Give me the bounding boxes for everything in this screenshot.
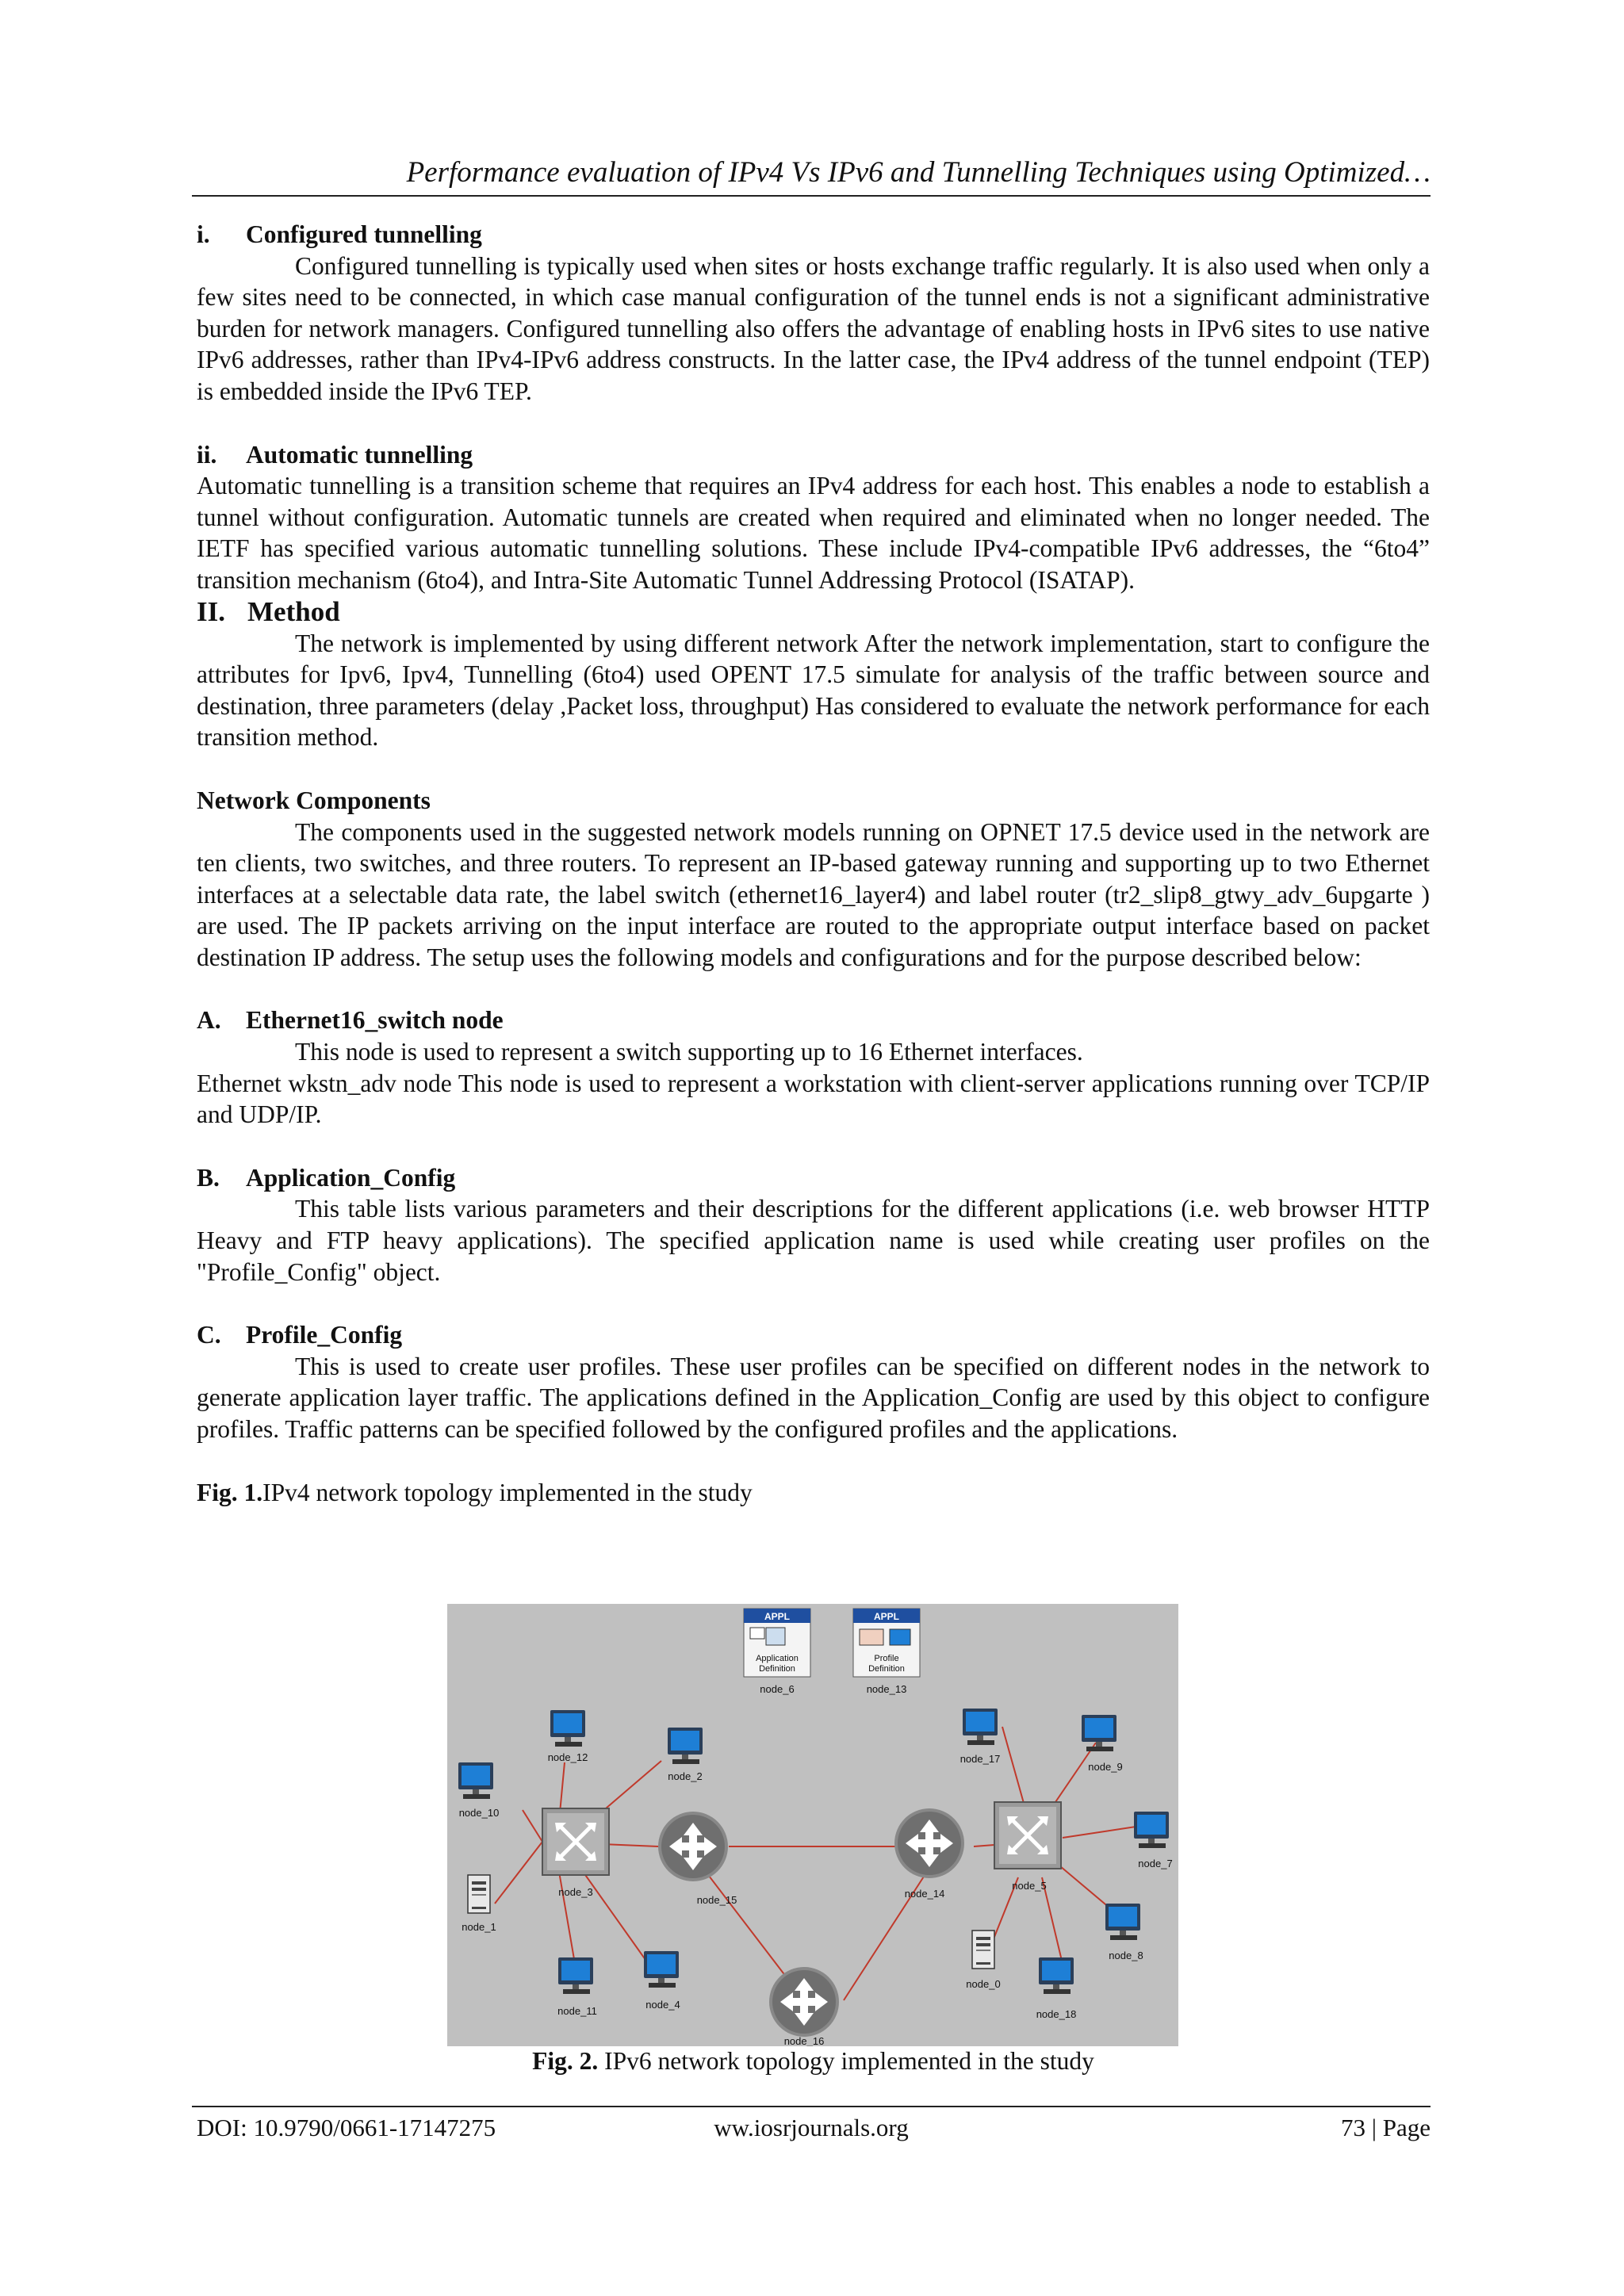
svg-text:node_9: node_9: [1088, 1761, 1123, 1773]
svg-text:node_17: node_17: [959, 1753, 1001, 1765]
switch-node-5[interactable]: [994, 1802, 1061, 1892]
switch-node-3[interactable]: [542, 1808, 609, 1898]
section-heading-method: II. Method: [197, 595, 340, 627]
page-footer: [192, 2106, 1431, 2155]
svg-text:Profile: Profile: [874, 1654, 899, 1663]
workstation-node-12[interactable]: [548, 1710, 588, 1763]
figure-2-caption: Fig. 2. IPv6 network topology implemented in the study: [532, 2047, 1094, 2075]
svg-text:node_2: node_2: [668, 1770, 703, 1782]
router-node-15[interactable]: [658, 1812, 737, 1906]
router-node-14[interactable]: [894, 1808, 964, 1900]
footer-doi: DOI: 10.9790/0661-17147275: [197, 2114, 496, 2141]
paragraph-method: The network is implemented by using different network After the network implementation, start to configure the attributes for Ipv6, Ipv4, Tunnelling (6to4) used OPENT 17.5 simulate for analysis of the traffic between source and destination, three parameters (delay ,Packet loss, throughput) Has considered to evaluate the network performance for each transition method.: [197, 629, 1430, 752]
paragraph-ethernet16-switch: This node is used to represent a switch supporting up to 16 Ethernet interfaces.: [295, 1038, 1083, 1066]
svg-text:node_6: node_6: [760, 1683, 795, 1695]
svg-text:node_13: node_13: [866, 1683, 907, 1695]
profile-definition-node[interactable]: [853, 1609, 920, 1695]
footer-page-number: 73 | Page: [1341, 2114, 1431, 2141]
workstation-node-7[interactable]: [1134, 1812, 1173, 1869]
running-header: [192, 151, 1431, 197]
paragraph-configured-tunnelling: Configured tunnelling is typically used when sites or hosts exchange traffic regularly. It is also used when only a few sites need to be connected, in which case manual configuration of the tunnel ends is not a significant administrative burden for network managers. Configured tunnelling also offers the advantage of enabling hosts in IPv6 sites to use native IPv6 addresses, rather than IPv4-IPv6 address constructs. In the latter case, the IPv4 address of the tunnel endpoint (TEP) is embedded inside the IPv6 TEP.: [197, 251, 1430, 405]
footer-journal-site: ww.iosrjournals.org: [714, 2114, 909, 2141]
svg-text:node_14: node_14: [904, 1888, 945, 1900]
svg-text:node_18: node_18: [1036, 2008, 1077, 2020]
figure-1-caption: Fig. 1.IPv4 network topology implemented in the study: [197, 1478, 753, 1506]
paragraph-application-config: This table lists various parameters and their descriptions for the different applications (i.e. web browser HTTP Heavy and FTP heavy applications). The specified application name is used while creating user profiles on the "Profile_Config" object.: [197, 1195, 1430, 1286]
heading-application-config: B. Application_Config: [197, 1163, 456, 1192]
application-definition-node[interactable]: [744, 1609, 810, 1695]
svg-text:node_10: node_10: [458, 1807, 500, 1819]
svg-text:Definition: Definition: [868, 1664, 905, 1674]
workstation-node-9[interactable]: [1082, 1715, 1123, 1773]
svg-text:node_8: node_8: [1109, 1950, 1143, 1961]
workstation-node-10[interactable]: [458, 1762, 499, 1819]
running-title: Performance evaluation of IPv4 Vs IPv6 and Tunnelling Techniques using Optimized…: [406, 156, 1431, 189]
network-topology-figure: [447, 1604, 1178, 2046]
paragraph-ethernet-wkstn: Ethernet wkstn_adv node This node is used to represent a workstation with client-server applications running over TCP/IP and UDP/IP.: [197, 1069, 1430, 1129]
svg-text:node_16: node_16: [783, 2035, 825, 2046]
workstation-node-8[interactable]: [1105, 1904, 1143, 1961]
workstation-node-17[interactable]: [960, 1709, 1001, 1765]
svg-text:node_1: node_1: [462, 1921, 496, 1933]
workstation-node-4[interactable]: [644, 1951, 680, 2011]
svg-text:node_15: node_15: [696, 1894, 737, 1906]
workstation-node-11[interactable]: [557, 1957, 597, 2017]
heading-profile-config: C. Profile_Config: [197, 1321, 403, 1349]
svg-text:node_0: node_0: [966, 1978, 1001, 1990]
server-node-1[interactable]: [462, 1875, 496, 1933]
workstation-node-2[interactable]: [668, 1728, 703, 1782]
svg-text:APPL: APPL: [764, 1611, 791, 1622]
paragraph-profile-config: This is used to create user profiles. These user profiles can be specified on different nodes in the network to generate application layer traffic. The applications defined in the Application_Config are used by this object to configure profiles. Traffic patterns can be specified followed by the configured profiles and the applications.: [197, 1352, 1430, 1443]
svg-text:APPL: APPL: [873, 1611, 900, 1622]
svg-text:node_4: node_4: [645, 1999, 680, 2011]
paragraph-automatic-tunnelling: Automatic tunnelling is a transition scheme that requires an IPv4 address for each host. This enables a node to establish a tunnel without configuration. Automatic tunnels are created when required and eliminated when no longer needed. The IETF has specified various automatic tunnelling solutions. These include IPv4-compatible IPv6 addresses, the “6to4” transition mechanism (6to4), and Intra-Site Automatic Tunnel Addressing Protocol (ISATAP).: [197, 472, 1430, 594]
heading-configured-tunnelling: i. Configured tunnelling: [197, 220, 482, 248]
workstation-node-18[interactable]: [1036, 1957, 1077, 2020]
server-node-0[interactable]: [966, 1931, 1000, 1990]
svg-text:node_11: node_11: [557, 2005, 597, 2017]
svg-text:node_12: node_12: [547, 1751, 588, 1763]
svg-text:Definition: Definition: [759, 1664, 795, 1674]
paragraph-network-components: The components used in the suggested network models running on OPNET 17.5 device used in the network are ten clients, two switches, and three routers. To represent an IP-based gateway running and supporting up to two Ethernet interfaces at a selectable data rate, the label switch (ethernet16_layer4) and label router (tr2_slip8_gtwy_adv_6upgarte ) are used. The IP packets arriving on the input interface are routed to the appropriate output interface based on packet destination IP address. The setup uses the following models and configurations and for the purpose described below:: [197, 817, 1430, 971]
topology-diagram: [447, 1604, 1178, 2046]
svg-text:node_3: node_3: [558, 1886, 593, 1898]
page-body: [197, 219, 1430, 1508]
heading-automatic-tunnelling: ii. Automatic tunnelling: [197, 440, 473, 469]
svg-text:node_5: node_5: [1012, 1880, 1047, 1892]
heading-network-components: Network Components: [197, 786, 431, 814]
router-node-16[interactable]: [769, 1967, 839, 2046]
heading-ethernet16-switch: A. Ethernet16_switch node: [197, 1006, 504, 1035]
svg-text:Application: Application: [756, 1654, 799, 1663]
svg-text:node_7: node_7: [1138, 1858, 1173, 1869]
